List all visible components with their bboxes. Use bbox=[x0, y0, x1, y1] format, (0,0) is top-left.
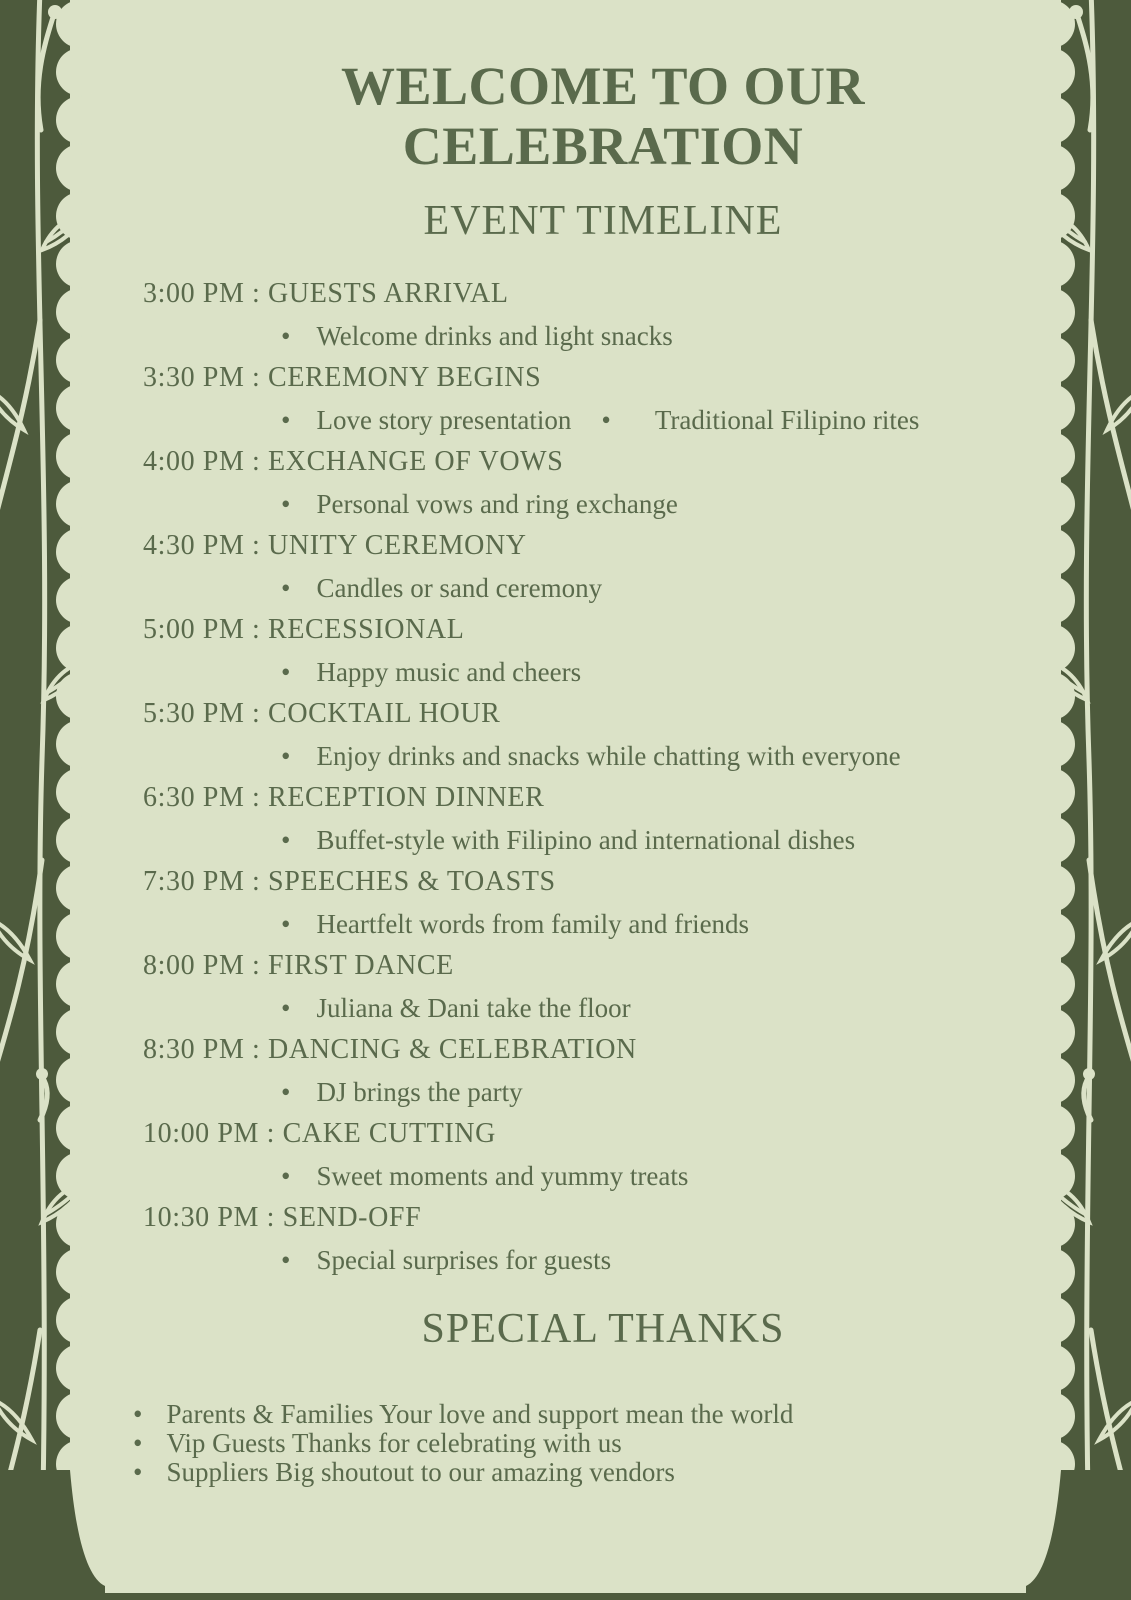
timeline-entry-heading bbox=[143, 1197, 1063, 1239]
event-title: SPEECHES & TOASTS bbox=[268, 866, 556, 898]
bullet-icon: • bbox=[281, 1077, 291, 1108]
bullet-item bbox=[281, 315, 673, 357]
event-title: EXCHANGE OF VOWS bbox=[268, 446, 564, 478]
timeline-entry-heading bbox=[143, 777, 1063, 819]
event-title: UNITY CEREMONY bbox=[268, 530, 527, 562]
event-title: DANCING & CELEBRATION bbox=[268, 1034, 637, 1066]
bullet-item bbox=[281, 1239, 611, 1281]
event-title: RECEPTION DINNER bbox=[268, 782, 545, 814]
timeline-entry-heading bbox=[143, 1113, 1063, 1155]
bullet-icon: • bbox=[601, 405, 611, 436]
time-title-separator: : bbox=[244, 278, 269, 310]
bullet-text: Candles or sand ceremony bbox=[316, 573, 603, 604]
thanks-item bbox=[133, 1456, 1063, 1487]
bullet-text: Special surprises for guests bbox=[316, 1245, 612, 1276]
event-time: 6:30 PM bbox=[143, 782, 245, 814]
event-time: 8:00 PM bbox=[143, 950, 245, 982]
event-title: CEREMONY BEGINS bbox=[268, 362, 542, 394]
bullet-item bbox=[281, 651, 581, 693]
timeline-entry-heading bbox=[143, 273, 1063, 315]
bullet-icon: • bbox=[281, 321, 291, 352]
bullet-text: Happy music and cheers bbox=[316, 657, 582, 688]
bullet-icon: • bbox=[281, 993, 291, 1024]
bullet-text: Enjoy drinks and snacks while chatting with everyone bbox=[316, 741, 901, 772]
bullet-icon: • bbox=[281, 1245, 291, 1276]
bullet-text: Heartfelt words from family and friends bbox=[316, 909, 750, 940]
time-title-separator: : bbox=[244, 698, 269, 730]
bullet-icon: • bbox=[133, 1427, 143, 1458]
timeline-entry-heading bbox=[143, 1029, 1063, 1071]
timeline-entry-details bbox=[143, 735, 1063, 777]
event-title: FIRST DANCE bbox=[268, 950, 454, 982]
time-title-separator: : bbox=[244, 1034, 269, 1066]
event-time: 10:00 PM bbox=[143, 1118, 260, 1150]
event-title: COCKTAIL HOUR bbox=[268, 698, 501, 730]
timeline-list bbox=[143, 273, 1063, 1281]
bullet-item bbox=[281, 1071, 523, 1113]
bullet-item bbox=[281, 1155, 688, 1197]
time-title-separator: : bbox=[244, 446, 269, 478]
bullet-item bbox=[601, 399, 919, 441]
event-time: 8:30 PM bbox=[143, 1034, 245, 1066]
event-title: SEND-OFF bbox=[282, 1202, 422, 1234]
timeline-entry-details bbox=[143, 819, 1063, 861]
event-time: 10:30 PM bbox=[143, 1202, 260, 1234]
timeline-entry-heading bbox=[143, 525, 1063, 567]
event-time: 4:30 PM bbox=[143, 530, 245, 562]
timeline-heading: EVENT TIMELINE bbox=[423, 197, 783, 244]
thanks-item bbox=[133, 1398, 1063, 1429]
bullet-text: Juliana & Dani take the floor bbox=[316, 993, 631, 1024]
bullet-icon: • bbox=[281, 909, 291, 940]
time-title-separator: : bbox=[259, 1118, 283, 1150]
event-time: 3:00 PM bbox=[143, 278, 245, 310]
time-title-separator: : bbox=[244, 866, 269, 898]
timeline-item bbox=[143, 1029, 1063, 1113]
timeline-item bbox=[143, 1197, 1063, 1281]
timeline-item bbox=[143, 1113, 1063, 1197]
bullet-item bbox=[281, 735, 901, 777]
timeline-entry-heading bbox=[143, 945, 1063, 987]
timeline-entry-details bbox=[143, 315, 1063, 357]
timeline-entry-details bbox=[143, 1071, 1063, 1113]
bullet-text: Welcome drinks and light snacks bbox=[316, 321, 673, 352]
thanks-text: Vip Guests Thanks for celebrating with us bbox=[166, 1427, 622, 1458]
bullet-item bbox=[281, 399, 571, 441]
thanks-text: Suppliers Big shoutout to our amazing vendors bbox=[166, 1456, 675, 1487]
bullet-icon: • bbox=[281, 657, 291, 688]
bullet-text: Sweet moments and yummy treats bbox=[316, 1161, 689, 1192]
bullet-item bbox=[281, 903, 749, 945]
bullet-text: Traditional Filipino rites bbox=[654, 405, 920, 436]
bullet-icon: • bbox=[133, 1456, 143, 1487]
timeline-item bbox=[143, 861, 1063, 945]
bullet-text: Love story presentation bbox=[316, 405, 572, 436]
timeline-item bbox=[143, 777, 1063, 861]
event-time: 4:00 PM bbox=[143, 446, 245, 478]
time-title-separator: : bbox=[244, 614, 269, 646]
bullet-icon: • bbox=[281, 741, 291, 772]
timeline-entry-heading bbox=[143, 609, 1063, 651]
time-title-separator: : bbox=[244, 362, 269, 394]
event-time: 7:30 PM bbox=[143, 866, 245, 898]
timeline-item bbox=[143, 693, 1063, 777]
timeline-item bbox=[143, 525, 1063, 609]
timeline-item bbox=[143, 273, 1063, 357]
bullet-icon: • bbox=[133, 1398, 143, 1429]
timeline-item bbox=[143, 609, 1063, 693]
time-title-separator: : bbox=[259, 1202, 283, 1234]
bullet-item bbox=[281, 819, 855, 861]
bullet-item bbox=[281, 567, 602, 609]
bullet-icon: • bbox=[281, 405, 291, 436]
bullet-text: Buffet-style with Filipino and international dishes bbox=[316, 825, 856, 856]
event-title: CAKE CUTTING bbox=[282, 1118, 496, 1150]
timeline-item bbox=[143, 945, 1063, 1029]
thanks-heading: SPECIAL THANKS bbox=[421, 1306, 785, 1353]
timeline-entry-details bbox=[143, 1239, 1063, 1281]
bullet-text: DJ brings the party bbox=[316, 1077, 523, 1108]
event-title: GUESTS ARRIVAL bbox=[268, 278, 509, 310]
event-time: 5:30 PM bbox=[143, 698, 245, 730]
thanks-text: Parents & Families Your love and support mean the world bbox=[166, 1398, 794, 1429]
bullet-item bbox=[281, 483, 678, 525]
timeline-entry-heading bbox=[143, 357, 1063, 399]
page-title: WELCOME TO OUR CELEBRATION bbox=[340, 56, 866, 177]
bullet-icon: • bbox=[281, 489, 291, 520]
timeline-entry-details bbox=[143, 651, 1063, 693]
timeline-item bbox=[143, 441, 1063, 525]
timeline-item bbox=[143, 357, 1063, 441]
bullet-item bbox=[281, 987, 631, 1029]
event-title: RECESSIONAL bbox=[268, 614, 465, 646]
bullet-text: Personal vows and ring exchange bbox=[316, 489, 678, 520]
bottom-border bbox=[0, 1593, 1131, 1600]
timeline-entry-details bbox=[143, 903, 1063, 945]
bullet-icon: • bbox=[281, 573, 291, 604]
timeline-entry-details bbox=[143, 1155, 1063, 1197]
thanks-list bbox=[133, 1398, 1063, 1487]
bullet-icon: • bbox=[281, 825, 291, 856]
timeline-entry-heading bbox=[143, 693, 1063, 735]
timeline-entry-details bbox=[143, 483, 1063, 525]
event-time: 3:30 PM bbox=[143, 362, 245, 394]
timeline-entry-heading bbox=[143, 441, 1063, 483]
bullet-icon: • bbox=[281, 1161, 291, 1192]
left-border-decoration bbox=[0, 0, 105, 1600]
program-content bbox=[133, 0, 1063, 1487]
time-title-separator: : bbox=[244, 782, 269, 814]
thanks-item bbox=[133, 1427, 1063, 1458]
event-time: 5:00 PM bbox=[143, 614, 245, 646]
time-title-separator: : bbox=[244, 530, 269, 562]
timeline-entry-details bbox=[143, 399, 1063, 441]
timeline-entry-details bbox=[143, 567, 1063, 609]
timeline-entry-details bbox=[143, 987, 1063, 1029]
time-title-separator: : bbox=[244, 950, 269, 982]
timeline-entry-heading bbox=[143, 861, 1063, 903]
